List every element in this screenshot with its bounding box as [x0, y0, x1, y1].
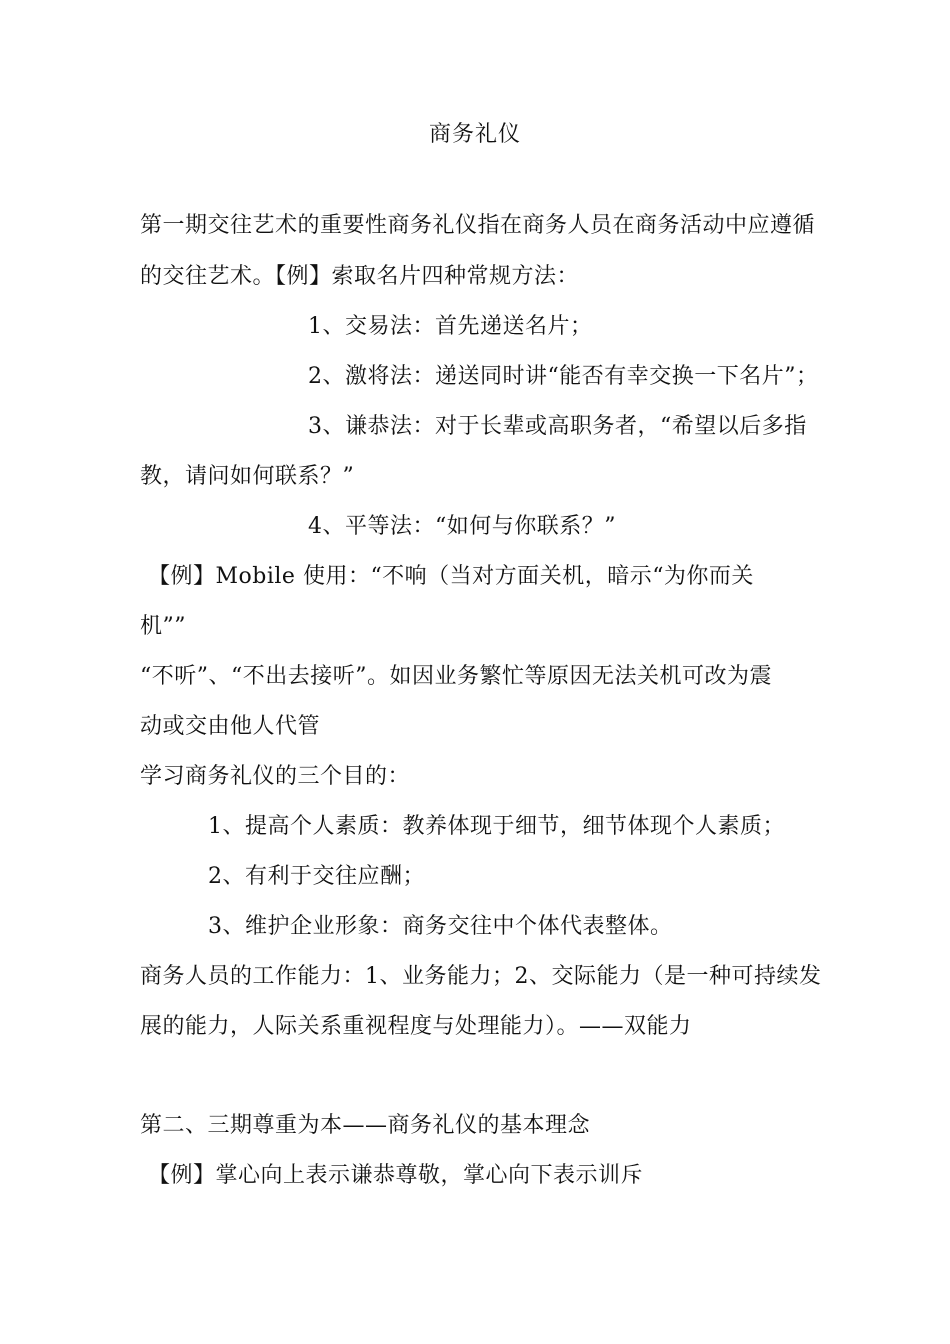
section-heading-three-goals: 学习商务礼仪的三个目的：: [140, 764, 411, 789]
list-item-exchange-method: 1、交易法：首先递送名片；: [308, 314, 593, 339]
example-mobile-line-1: 【例】Mobile 使用：“不响（当对方面关机，暗示“为你而关: [148, 564, 754, 589]
list-item-provoke-method: 2、激将法：递送同时讲“能否有幸交换一下名片”；: [308, 364, 819, 389]
paragraph-line-2: 的交往艺术。【例】索取名片四种常规方法：: [140, 264, 580, 289]
list-item-goal-1: 1、提高个人素质：教养体现于细节，细节体现个人素质；: [208, 814, 785, 839]
list-item-goal-2: 2、有利于交往应酬；: [208, 864, 425, 889]
example-mobile-line-2: 机””: [140, 614, 186, 639]
list-item-goal-3: 3、维护企业形象：商务交往中个体代表整体。: [208, 914, 673, 939]
paragraph-line-1: 第一期交往艺术的重要性商务礼仪指在商务人员在商务活动中应遵循: [140, 213, 816, 238]
paragraph-line-16: 商务人员的工作能力：1、业务能力；2、交际能力（是一种可持续发: [140, 964, 822, 989]
example-palm-gesture: 【例】掌心向上表示谦恭尊敬，掌心向下表示训斥: [148, 1163, 644, 1188]
paragraph-line-10: “不听”、“不出去接听”。如因业务繁忙等原因无法关机可改为震: [140, 664, 772, 689]
paragraph-line-17: 展的能力，人际关系重视程度与处理能力）。——双能力: [140, 1014, 692, 1039]
paragraph-line-11: 动或交由他人代管: [140, 714, 321, 739]
document-title: 商务礼仪: [428, 122, 521, 147]
paragraph-line-6: 教，请问如何联系？”: [140, 464, 355, 489]
list-item-equal-method: 4、平等法：“如何与你联系？”: [308, 514, 616, 539]
list-item-humble-method: 3、谦恭法：对于长辈或高职务者，“希望以后多指: [308, 414, 807, 439]
section-heading-respect: 第二、三期尊重为本——商务礼仪的基本理念: [140, 1113, 591, 1138]
